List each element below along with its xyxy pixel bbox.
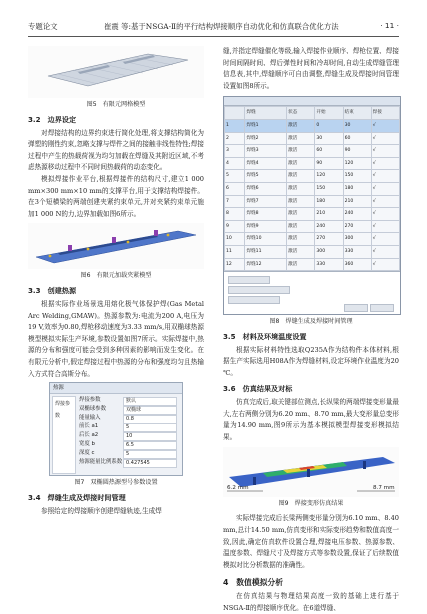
paragraph: 参照给定的焊接顺序创建焊缝轨迹,生成焊 bbox=[41, 506, 162, 515]
paragraph: 对焊接结构的边界约束进行简化处理,将支撑结构简化为弹塑的刚性约束,忽略支撑与焊件之间的接触非线性特性;焊接过程中产生的热载荷视为均匀加载在焊缝及其附近区域,不考虑热源移动过程中不同时间热载荷的动态变化。 bbox=[28, 128, 204, 172]
table-cell: 120 bbox=[343, 157, 371, 170]
table-cell: 180 bbox=[343, 182, 371, 195]
paragraph: 模拟焊接作业平台,根据焊接件的结构尺寸,建立1 000 mm×300 mm×10 mm的支撑平台,用于支撑结构焊接件。在3个短横梁的两端创建夹紧约束单元,并对夹紧约束单元施加1 000 N的力,边界加载如图6所示。 bbox=[28, 174, 204, 218]
table-cell: 焊缝8 bbox=[245, 208, 287, 221]
deformation-label-right: 8.7 mm bbox=[373, 485, 395, 492]
table-row[interactable] bbox=[225, 145, 400, 158]
table-cell: 激活 bbox=[287, 220, 315, 233]
table-row[interactable] bbox=[225, 208, 400, 221]
table-cell: √ bbox=[371, 220, 399, 233]
param-field[interactable]: 5 bbox=[123, 423, 177, 432]
table-cell: 焊缝5 bbox=[245, 170, 287, 183]
section-3-3-title: 3.3 创建热源 bbox=[28, 286, 77, 296]
figure-5-mesh bbox=[28, 46, 204, 98]
table-header-cell[interactable]: 焊缝 bbox=[245, 107, 287, 120]
table-cell: 210 bbox=[315, 208, 343, 221]
dialog-tree bbox=[52, 396, 76, 474]
table-cell: 90 bbox=[343, 145, 371, 158]
mesh-model-image bbox=[28, 46, 204, 98]
figure-9-deformation bbox=[223, 447, 399, 497]
section-3-2-title: 3.2 边界设定 bbox=[28, 115, 77, 124]
deformation-label-left: 6.2 mm bbox=[227, 485, 249, 492]
param-field[interactable]: 0.8 bbox=[123, 415, 177, 424]
table-row[interactable] bbox=[225, 157, 400, 170]
table-header-cell[interactable]: 焊接 bbox=[371, 107, 399, 120]
table-cell: 1 bbox=[225, 119, 245, 132]
param-row: 能量输入 0.8 bbox=[77, 414, 179, 423]
table-row[interactable] bbox=[225, 119, 400, 132]
paragraph: 根据实际材料特性选取Q235A作为结构件本体材料,根据生产实际选用H08A作为焊缝材料,设定环境作业温度为20 ℃。 bbox=[223, 345, 399, 377]
param-row: 深度 c 5 bbox=[77, 449, 179, 458]
param-field[interactable]: 5 bbox=[123, 450, 177, 459]
table-cell: 焊缝6 bbox=[245, 182, 287, 195]
table-row[interactable] bbox=[225, 220, 400, 233]
table-cell: 9 bbox=[225, 220, 245, 233]
table-cell: 240 bbox=[343, 208, 371, 221]
table-cell: √ bbox=[371, 182, 399, 195]
table-cell: 4 bbox=[225, 157, 245, 170]
table-cell: 0 bbox=[315, 119, 343, 132]
table-cell: 焊缝10 bbox=[245, 233, 287, 246]
section-3-4-title: 3.4 焊缝生成及焊接时间管理 bbox=[28, 493, 126, 503]
table-cell: 激活 bbox=[287, 258, 315, 271]
table-cell: 330 bbox=[343, 245, 371, 258]
param-field[interactable]: 双椭球 bbox=[123, 406, 177, 415]
paragraph: 根据实际作业场景选用熔化极气体保护焊(Gas Metal Arc Welding,GMAW)。热源参数为:电流为200 A,电压为19 V,效率为0.80,焊枪移动速度为3.33 mm/s,用双椭球热源模型模拟实际生产环境,参数设置如图7所示。实际焊接中,热源的分布和强度可能会受到多种因素的影响而发生变化。在有限元分析中,假定焊接过程中热源的分布和强度均匀且热输入方式符合高斯分布。 bbox=[28, 299, 204, 378]
table-cell: 150 bbox=[315, 182, 343, 195]
table-header-cell[interactable]: 结束 bbox=[343, 107, 371, 120]
table-header-cell[interactable]: 开始 bbox=[315, 107, 343, 120]
dialog-title: 热源 bbox=[50, 383, 182, 394]
param-field[interactable]: 6.5 bbox=[123, 441, 177, 450]
param-field[interactable]: 10 bbox=[123, 432, 177, 441]
table-cell: 240 bbox=[315, 220, 343, 233]
param-row: 宽度 b 6.5 bbox=[77, 440, 179, 449]
param-row: 焊接参数 默认 bbox=[77, 396, 179, 405]
section-3-6-title: 3.6 仿真结果及对标 bbox=[223, 384, 293, 394]
figure-6-caption: 图6 有限元加载夹紧模型 bbox=[80, 272, 152, 280]
table-cell: 270 bbox=[343, 220, 371, 233]
table-cell: √ bbox=[371, 157, 399, 170]
table-cell: 焊缝12 bbox=[245, 258, 287, 271]
table-cell: 7 bbox=[225, 195, 245, 208]
table-cell: 焊缝2 bbox=[245, 132, 287, 145]
table-cell: 60 bbox=[343, 132, 371, 145]
right-column bbox=[223, 46, 399, 614]
param-row: 热源能量比例系数 0.427545 bbox=[77, 458, 179, 467]
figure-8-caption: 图8 焊缝生成及焊接时间管理 bbox=[269, 318, 353, 326]
table-row[interactable] bbox=[225, 195, 400, 208]
table-cell: 激活 bbox=[287, 157, 315, 170]
param-field[interactable]: 0.427545 bbox=[123, 459, 177, 468]
table-row[interactable] bbox=[225, 258, 400, 271]
table-cell: 焊缝9 bbox=[245, 220, 287, 233]
table-cell: 激活 bbox=[287, 145, 315, 158]
table-cell: 5 bbox=[225, 170, 245, 183]
table-cell: 180 bbox=[315, 195, 343, 208]
table-row[interactable] bbox=[225, 245, 400, 258]
table-toolbar bbox=[224, 97, 400, 106]
table-cell: 2 bbox=[225, 132, 245, 145]
table-cell: 210 bbox=[343, 195, 371, 208]
table-cell: 激活 bbox=[287, 208, 315, 221]
param-field[interactable]: 默认 bbox=[123, 397, 177, 406]
table-cell: 300 bbox=[343, 233, 371, 246]
dialog-params bbox=[77, 396, 179, 466]
clamp-model-image bbox=[28, 223, 204, 269]
journal-section: 专题论文 bbox=[28, 22, 58, 31]
table-cell: √ bbox=[371, 195, 399, 208]
table-cell: 30 bbox=[343, 119, 371, 132]
table-cell: 焊缝1 bbox=[245, 119, 287, 132]
table-cell: 3 bbox=[225, 145, 245, 158]
table-cell: 焊缝4 bbox=[245, 157, 287, 170]
figure-7-caption: 图7 双椭圆热源型号参数设置 bbox=[74, 479, 158, 487]
weld-management-table bbox=[223, 96, 401, 315]
table-cell: 焊缝11 bbox=[245, 245, 287, 258]
param-row: 后长 a2 10 bbox=[77, 431, 179, 440]
table-row[interactable] bbox=[225, 233, 400, 246]
table-cell: 150 bbox=[343, 170, 371, 183]
table-row[interactable] bbox=[225, 170, 400, 183]
tree-item[interactable]: 焊接参数 bbox=[55, 401, 71, 419]
table-lower-panel bbox=[224, 271, 400, 314]
table-cell: 300 bbox=[315, 245, 343, 258]
table-cell: 270 bbox=[315, 233, 343, 246]
table-header-cell[interactable] bbox=[225, 107, 245, 120]
table-cell: √ bbox=[371, 145, 399, 158]
table-cell: 10 bbox=[225, 233, 245, 246]
section-3-5-title: 3.5 材料及环境温度设置 bbox=[223, 332, 307, 342]
table-cell: √ bbox=[371, 233, 399, 246]
section-4-title: 4 数值模拟分析 bbox=[223, 578, 284, 588]
table-cell: 激活 bbox=[287, 245, 315, 258]
table-cell: 激活 bbox=[287, 195, 315, 208]
table-row[interactable] bbox=[225, 132, 400, 145]
table-cell: 激活 bbox=[287, 119, 315, 132]
figure-9-caption: 图9 焊接变形仿真结果 bbox=[278, 500, 344, 508]
figure-6-clamp bbox=[28, 223, 204, 269]
paragraph: 在仿真结果与物理结果高度一致的基础上进行基于NSGA-Ⅱ的焊接顺序优化。在6道焊缝、 bbox=[223, 592, 399, 612]
table-cell: 60 bbox=[315, 145, 343, 158]
table-cell: 30 bbox=[315, 132, 343, 145]
table-cell: √ bbox=[371, 245, 399, 258]
paragraph: 仿真完成后,取关键部位测点,长纵梁的两端焊接变形量最大,左右两侧分别为6.20 mm、8.70 mm,最大变形量总变形量为14.90 mm,图9所示为基本模拟模型焊接变形模拟结果。 bbox=[223, 398, 399, 441]
table-cell: 330 bbox=[315, 258, 343, 271]
table-cell: 8 bbox=[225, 208, 245, 221]
heat-source-dialog bbox=[49, 382, 183, 476]
param-row: 前长 a1 5 bbox=[77, 422, 179, 431]
paragraph: 实际焊接完成后长梁两侧变形量分别为6.10 mm、8.40 mm,总计14.50 mm,仿真变形和实际变形趋势和数值高度一致,因此,确定仿真软件设置合理,焊接电压参数、热源参数、温度参数、焊缝尺寸及焊接方式等参数设置,保证了后续数值模拟对比分析数据的准确性。 bbox=[223, 514, 399, 569]
table-cell: √ bbox=[371, 208, 399, 221]
table-cell: √ bbox=[371, 258, 399, 271]
table-cell: 激活 bbox=[287, 132, 315, 145]
table-cell: 11 bbox=[225, 245, 245, 258]
table-cell: √ bbox=[371, 170, 399, 183]
table-cell: 激活 bbox=[287, 170, 315, 183]
page-header bbox=[28, 18, 399, 37]
table-row[interactable] bbox=[225, 182, 400, 195]
table-cell: √ bbox=[371, 132, 399, 145]
paragraph: 缝,并指定焊缝催化等级,输入焊接作业顺序、焊枪位置、焊接时间间隔时间、焊后弹性时间和冷却时间,自动生成焊缝管理信息表,其中,焊缝顺序可自由调整,焊缝生成及焊接时间管理设置如图8所示。 bbox=[223, 47, 399, 90]
table-cell: 12 bbox=[225, 258, 245, 271]
deformation-image bbox=[223, 447, 399, 497]
table-cell: √ bbox=[371, 119, 399, 132]
left-column bbox=[28, 46, 204, 517]
figure-5-caption: 图5 有限元网格模型 bbox=[86, 101, 146, 108]
table-cell: 90 bbox=[315, 157, 343, 170]
table-cell: 120 bbox=[315, 170, 343, 183]
running-title: 崔震 等:基于NSGA-Ⅱ的平行结构焊接顺序自动优化和仿真联合优化方法 bbox=[104, 22, 339, 31]
table-cell: 焊缝3 bbox=[245, 145, 287, 158]
param-row: 双椭球参数 双椭球 bbox=[77, 405, 179, 414]
table-cell: 360 bbox=[343, 258, 371, 271]
table-cell: 激活 bbox=[287, 182, 315, 195]
table-cell: 6 bbox=[225, 182, 245, 195]
table-cell: 激活 bbox=[287, 233, 315, 246]
table-cell: 焊缝7 bbox=[245, 195, 287, 208]
table-header-cell[interactable]: 状态 bbox=[287, 107, 315, 120]
page-number: · 11 · bbox=[380, 21, 399, 30]
